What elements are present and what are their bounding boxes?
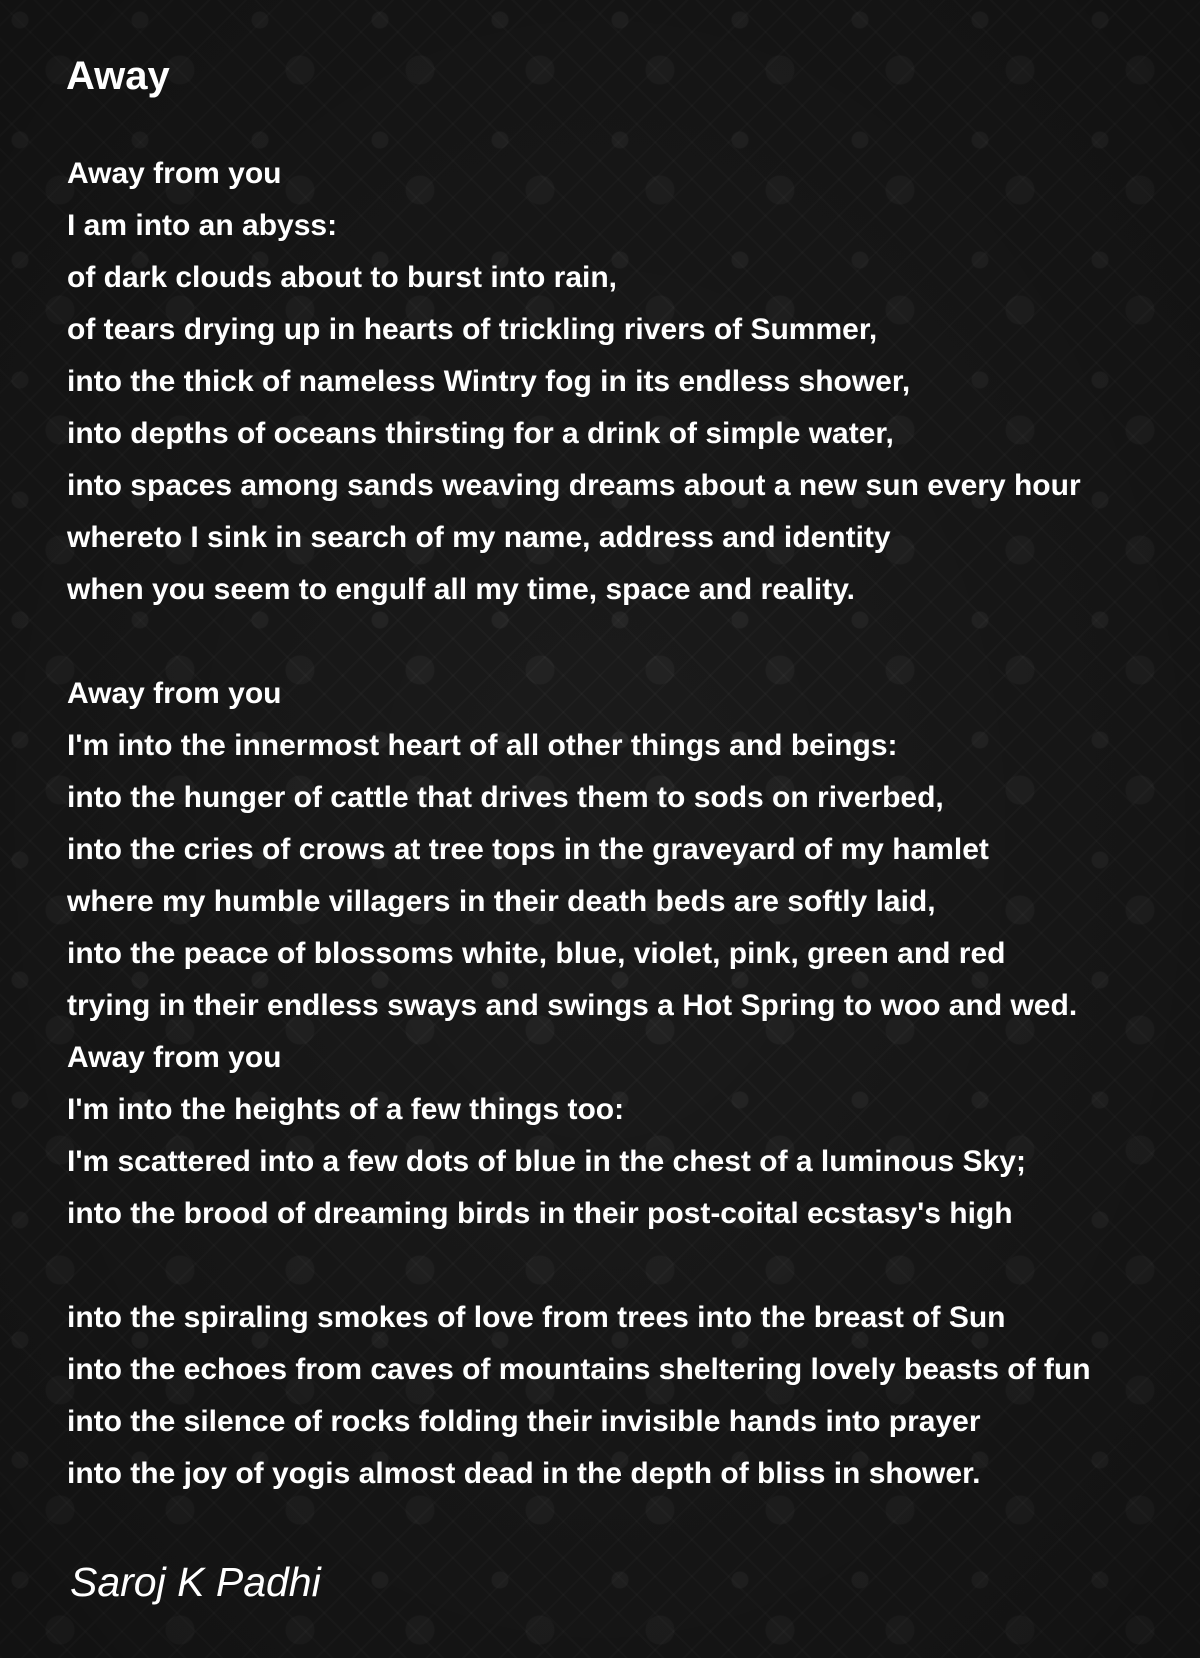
poem-line: into spaces among sands weaving dreams about a new sun every hour xyxy=(67,469,1081,502)
poem-line: Away from you xyxy=(67,1041,282,1074)
poem-line: into the spiraling smokes of love from trees into the breast of Sun xyxy=(67,1301,1006,1334)
stanza-break xyxy=(67,616,1192,668)
poem-line: I'm into the innermost heart of all other things and beings: xyxy=(67,729,898,762)
poem-line: when you seem to engulf all my time, space and reality. xyxy=(67,573,856,606)
poem-line: into the cries of crows at tree tops in the graveyard of my hamlet xyxy=(67,833,989,866)
poem-title: Away xyxy=(66,54,170,98)
poem-line: I am into an abyss: xyxy=(67,209,338,242)
poem-line: into the brood of dreaming birds in their post-coital ecstasy's high xyxy=(67,1197,1013,1230)
poem-line: of dark clouds about to burst into rain, xyxy=(67,261,618,294)
poem-line: Away from you xyxy=(67,677,282,710)
poem-line: Away from you xyxy=(67,157,282,190)
poem-line: into the hunger of cattle that drives them to sods on riverbed, xyxy=(67,781,944,814)
poem-line: into the peace of blossoms white, blue, violet, pink, green and red xyxy=(67,937,1006,970)
poem-line: I'm scattered into a few dots of blue in the chest of a luminous Sky; xyxy=(67,1145,1026,1178)
poem-line: into the thick of nameless Wintry fog in its endless shower, xyxy=(67,365,911,398)
poem-body xyxy=(67,148,1192,1500)
poem-line: of tears drying up in hearts of trickling rivers of Summer, xyxy=(67,313,878,346)
stanza-break xyxy=(67,1240,1192,1292)
poem-line: into depths of oceans thirsting for a drink of simple water, xyxy=(67,417,894,450)
poem-line: into the silence of rocks folding their invisible hands into prayer xyxy=(67,1405,981,1438)
poem-line: where my humble villagers in their death beds are softly laid, xyxy=(67,885,936,918)
poem-author: Saroj K Padhi xyxy=(70,1559,321,1605)
poem-line: I'm into the heights of a few things too: xyxy=(67,1093,625,1126)
poem-line: trying in their endless sways and swings a Hot Spring to woo and wed. xyxy=(67,989,1078,1022)
poem-line: whereto I sink in search of my name, address and identity xyxy=(67,521,891,554)
poem-line: into the echoes from caves of mountains sheltering lovely beasts of fun xyxy=(67,1353,1091,1386)
poem-line: into the joy of yogis almost dead in the depth of bliss in shower. xyxy=(67,1457,981,1490)
